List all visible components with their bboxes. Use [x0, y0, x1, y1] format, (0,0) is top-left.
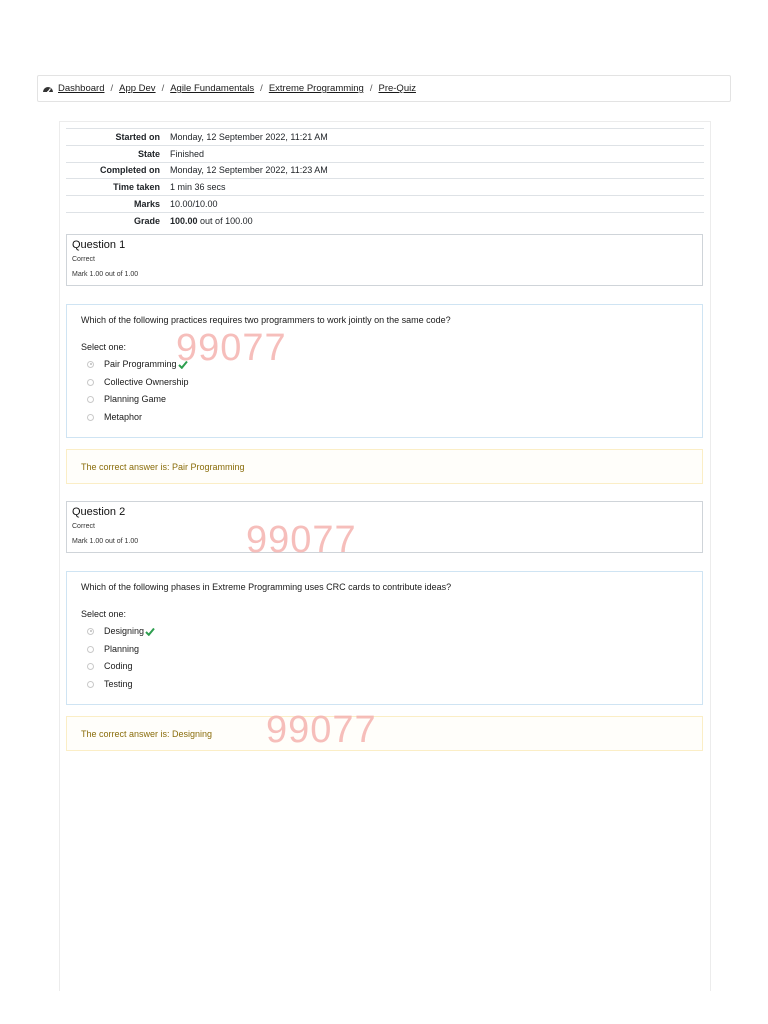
radio-button-selected[interactable]	[87, 628, 94, 635]
radio-button[interactable]	[87, 396, 94, 403]
answer-label: Testing	[104, 679, 133, 689]
question-text: Which of the following phases in Extreme Programming uses CRC cards to contribute ideas?	[81, 582, 452, 592]
summary-value: Monday, 12 September 2022, 11:21 AM	[170, 131, 328, 142]
question-2-content	[66, 571, 703, 705]
question-state: Correct	[72, 256, 95, 263]
summary-label: Completed on	[100, 165, 160, 176]
answer-option[interactable]	[87, 357, 188, 371]
answer-label: Planning Game	[104, 394, 167, 404]
summary-label: Started on	[115, 131, 160, 142]
radio-button[interactable]	[87, 663, 94, 670]
answer-option[interactable]	[87, 410, 142, 424]
breadcrumb-separator: /	[369, 83, 373, 94]
question-title: Question 2	[72, 506, 126, 518]
summary-value: 10.00/10.00	[170, 199, 218, 210]
answer-label: Collective Ownership	[104, 377, 189, 387]
correct-answer-text: The correct answer is: Pair Programming	[81, 461, 245, 472]
breadcrumb-dashboard[interactable]: Dashboard	[58, 83, 105, 94]
breadcrumb-separator: /	[110, 83, 114, 94]
radio-button[interactable]	[87, 646, 94, 653]
watermark: 99077	[266, 709, 377, 751]
question-text: Which of the following practices requires two programmers to work jointly on the same code?	[81, 315, 451, 325]
breadcrumb-separator: /	[161, 83, 165, 94]
question-2-feedback	[66, 716, 703, 751]
radio-button[interactable]	[87, 414, 94, 421]
answer-label: Coding	[104, 661, 133, 671]
question-state: Correct	[72, 523, 95, 530]
select-one-label: Select one:	[81, 342, 127, 352]
radio-button[interactable]	[87, 681, 94, 688]
question-mark: Mark 1.00 out of 1.00	[72, 271, 139, 278]
answer-option[interactable]	[87, 375, 189, 389]
summary-row-completed-on	[66, 162, 704, 179]
answer-label: Metaphor	[104, 412, 143, 422]
summary-value	[170, 216, 704, 226]
summary-row-state	[66, 145, 704, 162]
summary-row-marks	[66, 195, 704, 212]
select-one-label: Select one:	[81, 609, 127, 619]
grade-score: 100.00	[170, 215, 198, 226]
question-1-content	[66, 304, 703, 438]
question-2-info	[66, 501, 703, 553]
answer-option[interactable]	[87, 392, 166, 406]
question-1-info	[66, 234, 703, 286]
attempt-summary-table	[66, 128, 704, 229]
correct-check-icon	[145, 627, 155, 636]
radio-button[interactable]	[87, 379, 94, 386]
grade-out-of: out of 100.00	[200, 215, 253, 226]
question-1-feedback	[66, 449, 703, 484]
summary-label: Marks	[133, 199, 160, 210]
watermark: 99077	[176, 327, 287, 369]
answer-label: Designing	[104, 626, 145, 636]
summary-label: Time taken	[113, 182, 160, 193]
breadcrumb	[37, 75, 731, 102]
answer-option[interactable]	[87, 659, 133, 673]
breadcrumb-app-dev[interactable]: App Dev	[119, 83, 156, 94]
breadcrumb-agile-fundamentals[interactable]: Agile Fundamentals	[170, 83, 255, 94]
radio-button-selected[interactable]	[87, 361, 94, 368]
answer-label: Pair Programming	[104, 359, 177, 369]
breadcrumb-pre-quiz[interactable]: Pre-Quiz	[378, 83, 416, 94]
summary-value: 1 min 36 secs	[170, 182, 226, 193]
summary-row-started-on	[66, 128, 704, 145]
answer-option[interactable]	[87, 642, 139, 656]
answer-option[interactable]	[87, 624, 155, 638]
dashboard-icon	[42, 84, 54, 94]
correct-answer-text: The correct answer is: Designing	[81, 728, 213, 739]
watermark: 99077	[246, 519, 357, 561]
answer-label: Planning	[104, 644, 140, 654]
question-mark: Mark 1.00 out of 1.00	[72, 538, 139, 545]
summary-label: State	[137, 148, 160, 159]
summary-label: Grade	[133, 215, 160, 226]
summary-row-grade	[66, 212, 704, 229]
breadcrumb-extreme-programming[interactable]: Extreme Programming	[268, 83, 364, 94]
summary-value: Monday, 12 September 2022, 11:23 AM	[170, 165, 328, 176]
answer-option[interactable]	[87, 677, 133, 691]
question-title: Question 1	[72, 239, 126, 251]
summary-row-time-taken	[66, 178, 704, 195]
summary-value: Finished	[170, 148, 205, 159]
breadcrumb-separator: /	[260, 83, 263, 94]
